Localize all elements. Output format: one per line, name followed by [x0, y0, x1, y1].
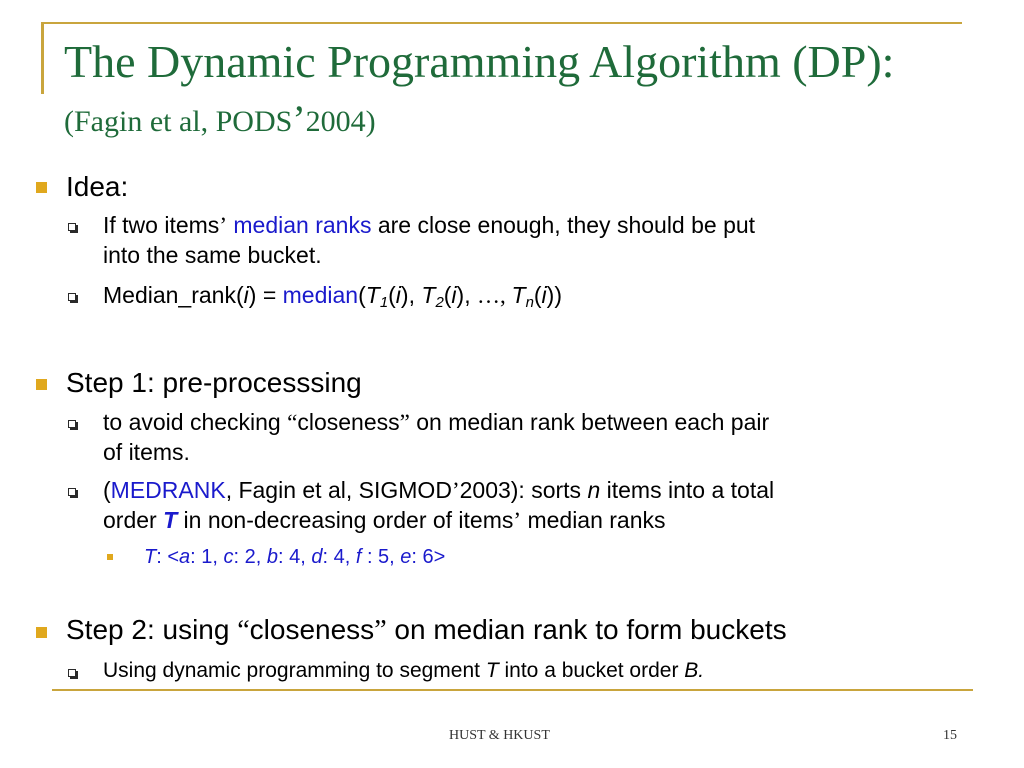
small-square-bullet-icon	[107, 554, 113, 560]
square-bullet-icon	[36, 182, 47, 193]
example-order: T: <a: 1, c: 2, b: 4, d: 4, f : 5, e: 6>	[144, 546, 446, 568]
square-bullet-icon	[36, 379, 47, 390]
step1-item-2: (MEDRANK, Fagin et al, SIGMOD’2003): sorts n items into a total	[103, 477, 775, 503]
checkbox-bullet-icon	[68, 669, 76, 677]
page-number: 15	[943, 728, 957, 743]
step1-item-1: to avoid checking “closeness” on median rank between each pair	[103, 409, 770, 435]
step2-heading: Step 2: using “closeness” on median rank to form buckets	[66, 614, 787, 646]
square-bullet-icon	[36, 627, 47, 638]
checkbox-bullet-icon	[68, 420, 76, 428]
step1-item-1-line2: of items.	[103, 439, 190, 465]
footer-rule	[52, 689, 973, 691]
checkbox-bullet-icon	[68, 488, 76, 496]
step1-heading: Step 1: pre-processsing	[66, 367, 362, 398]
idea-item-1-line2: into the same bucket.	[103, 242, 322, 268]
checkbox-bullet-icon	[68, 293, 76, 301]
slide-subtitle: (Fagin et al, PODS’2004)	[64, 97, 376, 142]
step1-item-2-line2: order T in non-decreasing order of items’ median ranks	[103, 507, 666, 533]
checkbox-bullet-icon	[68, 223, 76, 231]
footer-text: HUST & HKUST	[449, 728, 550, 743]
frame-top-rule	[41, 22, 962, 24]
slide-title: The Dynamic Programming Algorithm (DP):	[64, 36, 895, 87]
median-rank-formula: Median_rank(i) = $median(T_1(i)$, $T_2(i)$, …, $T_n(i)$)	[103, 282, 563, 311]
idea-heading: Idea:	[66, 171, 129, 202]
step2-item-1: Using dynamic programming to segment T into a bucket order B.	[103, 659, 705, 682]
frame-vertical-rule	[41, 22, 44, 94]
idea-item-1: If two items’ median ranks are close enough, they should be put	[103, 212, 756, 238]
